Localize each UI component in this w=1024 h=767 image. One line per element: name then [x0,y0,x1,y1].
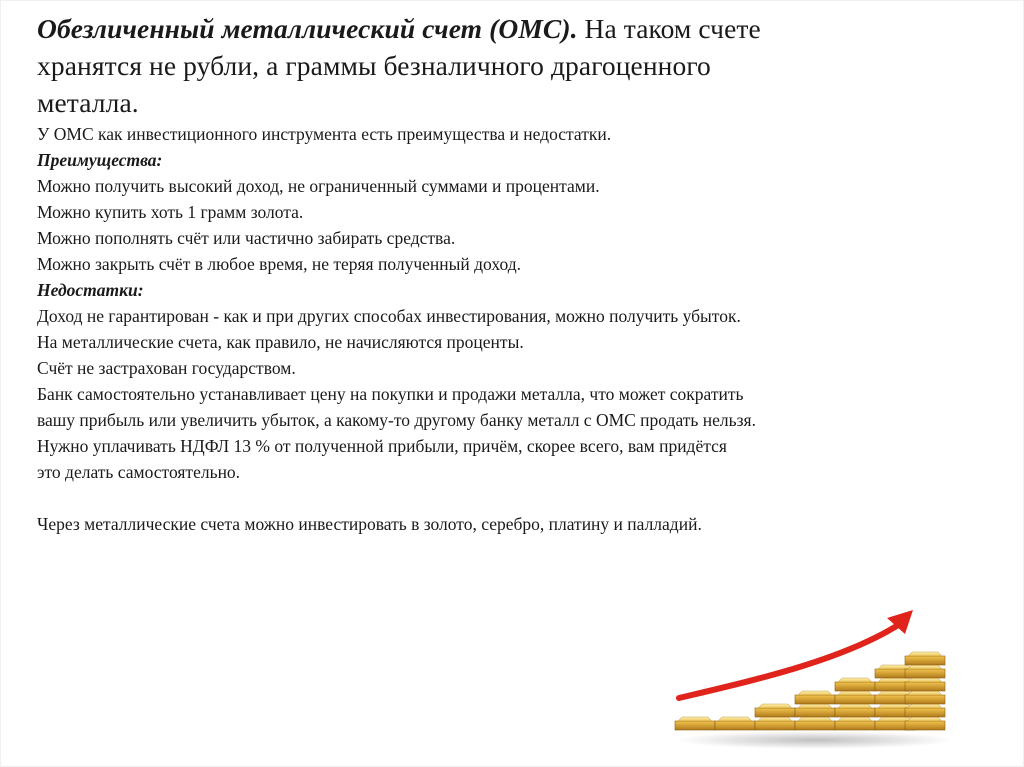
disadvantage-item: На металлические счета, как правило, не начисляются проценты. [37,332,524,352]
disadvantages-heading: Недостатки: [37,280,144,300]
advantage-item: Можно пополнять счёт или частично забирать средства. [37,228,456,248]
advantage-item: Можно получить высокий доход, не ограниченный суммами и процентами. [37,176,600,196]
title-line2: хранятся не рубли, а граммы безналичного драгоценного [37,50,711,81]
disadvantage-item: Доход не гарантирован - как и при других способах инвестирования, можно получить убыток. [37,306,741,326]
intro-text: У ОМС как инвестиционного инструмента есть преимущества и недостатки. [37,124,612,144]
title-line3: металла. [37,87,139,118]
gold-bars-growth-icon [665,600,955,750]
conclusion-text: Через металлические счета можно инвестировать в золото, серебро, платину и палладий. [37,514,702,534]
slide-content [37,10,997,537]
title-term: Обезличенный металлический счет (ОМС). [37,13,578,44]
disadvantage-item-continued: вашу прибыль или увеличить убыток, а какому-то другому банку металл с ОМС продать нельзя. [37,410,756,430]
paragraph-gap [37,485,997,511]
advantages-heading: Преимущества: [37,150,163,170]
advantage-item: Можно закрыть счёт в любое время, не теряя полученный доход. [37,254,521,274]
disadvantage-item: Счёт не застрахован государством. [37,358,296,378]
slide-title [37,10,997,121]
disadvantage-item: Нужно уплачивать НДФЛ 13 % от полученной прибыли, причём, скорее всего, вам придётся [37,436,727,456]
disadvantage-item: Банк самостоятельно устанавливает цену на покупки и продажи металла, что может сократить [37,384,744,404]
title-rest-line1: На таком счете [577,13,761,44]
disadvantage-item-continued: это делать самостоятельно. [37,462,241,482]
advantage-item: Можно купить хоть 1 грамм золота. [37,202,304,222]
